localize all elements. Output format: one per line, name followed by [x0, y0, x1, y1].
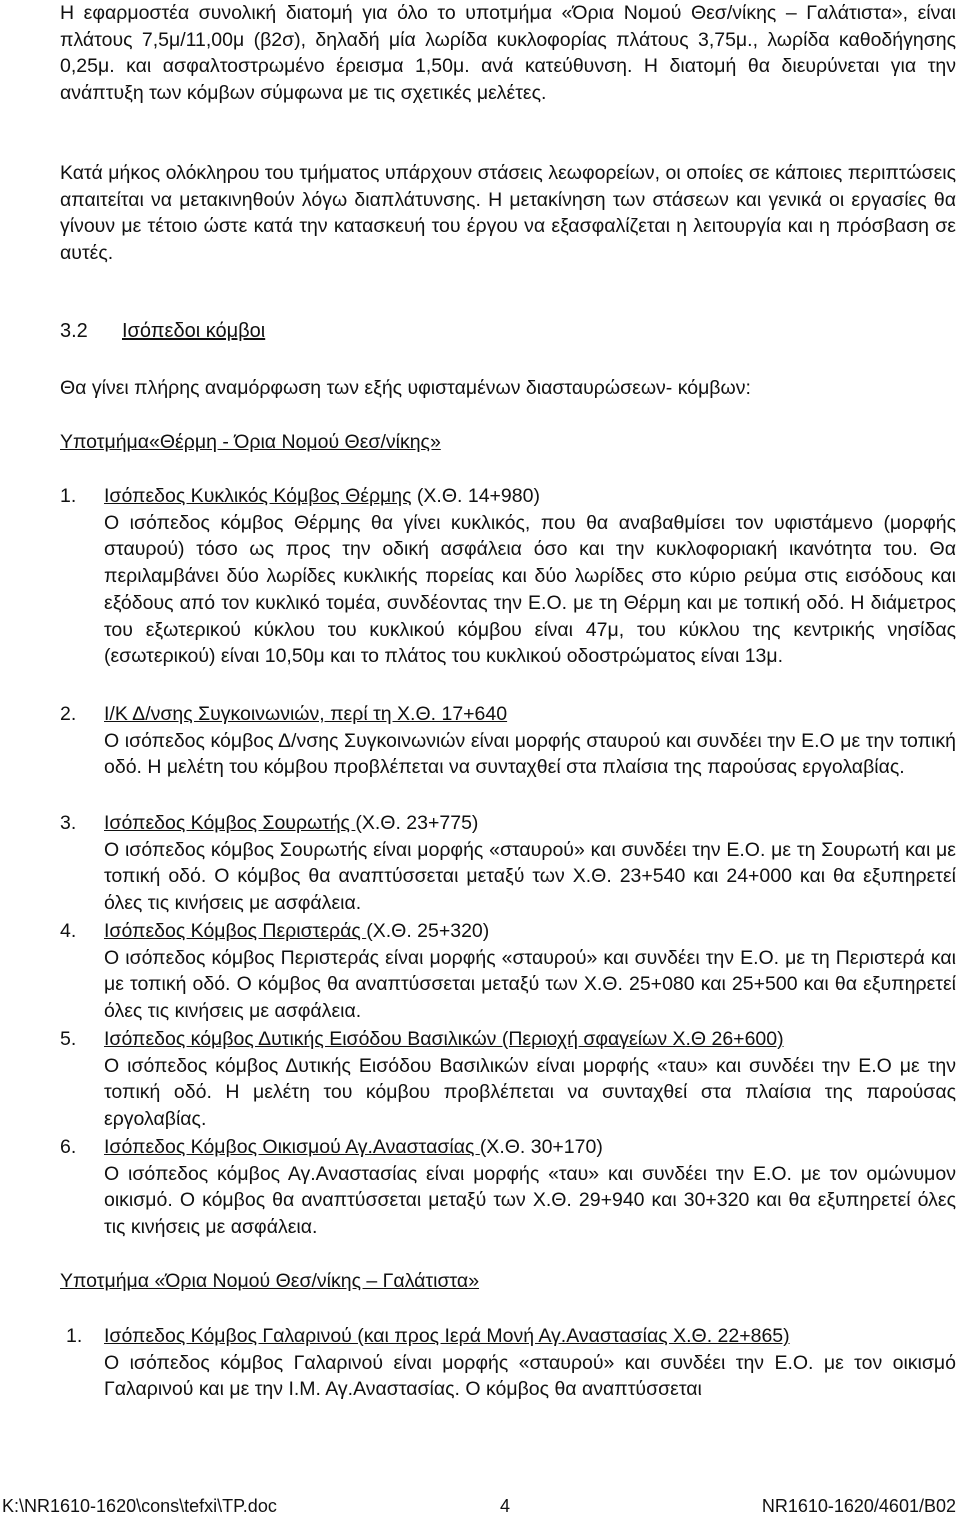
list-item-title-rest: (Χ.Θ. 30+170): [479, 1136, 603, 1158]
section-heading: [60, 318, 956, 345]
list-item-title: [104, 483, 956, 510]
list-item-body: Ο ισόπεδος κόμβος Γαλαρινού είναι μορφής «σταυρού» και συνδέει την Ε.Ο. με τον οικισμό Γαλαρινού και με την Ι.Μ. Αγ.Αναστασίας. Ο κόμβος θα αναπτύσσεται: [104, 1351, 956, 1401]
list-item-title: [104, 1134, 956, 1161]
list-item-number: 4.: [60, 920, 77, 942]
list-item-body: Ο ισόπεδος κόμβος Αγ.Αναστασίας είναι μορφής «ταυ» και συνδέει την Ε.Ο. με τον ομώνυμον οικισμό. Ο κόμβος θα αναπτύσσεται μεταξύ των Χ.Θ. 29+940 και 30+320 και θα εξυπηρετεί όλες τις κινήσεις με ασφάλεια.: [104, 1162, 956, 1239]
list-item-body: Ο ισόπεδος κόμβος Θέρμης θα γίνει κυκλικός, που θα αναβαθμίσει τον υφιστάμενο (μορφής σταυρού) τόσο ως προς την οδική ασφάλεια όσο και την κυκλοφοριακή ικανότητα του. Θα περιλαμβάνει δύο λωρίδες κυκλικής πορείας και δύο λωρίδες στο κύριο ρεύμα στις εισόδους και εξόδους από τον κυκλικό τομέα, συνδέοντας την Ε.Ο. με τη Θέρμη και με τοπική οδό. Η διάμετρος του εξωτερικού κύκλου του κυκλικού κόμβου είναι 47μ, του κύκλου της κεντρικής νησίδας (εσωτερικού) είναι 10,50μ και το πλάτος του κυκλικού οδοστρώματος είναι 13μ.: [104, 511, 956, 668]
list-item-title-underlined: Ισόπεδος Κόμβος Γαλαρινού (και προς Ιερά Μονή Αγ.Αναστασίας Χ.Θ. 22+865): [104, 1325, 790, 1347]
list-item-body: Ο ισόπεδος κόμβος Περιστεράς είναι μορφής «σταυρού» και συνδέει την Ε.Ο. με τη Περιστερά και με τοπική οδό. Ο κόμβος θα αναπτύσσεται μεταξύ των Χ.Θ. 25+080 και 25+500 και θα εξυπηρετεί όλες τις κινήσεις με ασφάλεια.: [104, 946, 956, 1023]
bus-stops-paragraph: Κατά μήκος ολόκληρου του τμήματος υπάρχουν στάσεις λεωφορείων, οι οποίες σε κάποιες περιπτώσεις απαιτείται να μετακινηθούν λόγω διαπλάτυνσης. Η μετακίνηση των στάσεων και γενικά οι εργασίες θα γίνουν με τέτοιο ώστε κατά την κατασκευή του έργου να εξασφαλίζεται η λειτουργία και η πρόσβαση σε αυτές.: [60, 162, 956, 265]
section-number: 3.2: [60, 320, 88, 342]
subsection-2-title: [60, 1268, 956, 1295]
list-item-title-underlined: Ισόπεδος κόμβος Δυτικής Εισόδου Βασιλικών (Περιοχή σφαγείων Χ.Θ 26+600): [104, 1028, 784, 1050]
list-item: [60, 918, 956, 1025]
intro-paragraph: Η εφαρμοστέα συνολική διατομή για όλο το υποτμήμα «Όρια Νομού Θεσ/νίκης – Γαλάτιστα», είναι πλάτους 7,5μ/11,00μ (β2σ), δηλαδή μία λωρίδα κυκλοφορίας πλάτους 3,75μ., λωρίδα καθοδήγησης 0,25μ. και ασφαλτοστρωμένο έρεισμα 1,50μ. ανά κατεύθυνση. Η διατομή θα διευρύνεται για την ανάπτυξη των κόμβων σύμφωνα με τις σχετικές μελέτες.: [60, 2, 956, 105]
list-item-number: 5.: [60, 1028, 77, 1050]
list-item-title-underlined: Ισόπεδος Κυκλικός Κόμβος Θέρμης: [104, 485, 412, 507]
list-item-title-rest: (Χ.Θ. 23+775): [355, 812, 479, 834]
list-item-title: [104, 1026, 956, 1053]
list-item-number: 1.: [60, 485, 77, 507]
list-item: [60, 1026, 956, 1133]
section-title: Ισόπεδοι κόμβοι: [122, 320, 266, 342]
list-item-body: Ο ισόπεδος κόμβος Δ/νσης Συγκοινωνιών είναι μορφής σταυρού και συνδέει την Ε.Ο με την τοπική οδό. Η μελέτη του κόμβου προβλέπεται να συνταχθεί στα πλαίσια της παρούσας εργολαβίας.: [104, 729, 956, 779]
list-item-number: 3.: [60, 812, 77, 834]
list-item-number: 6.: [60, 1136, 77, 1158]
list-item: [60, 810, 956, 917]
list-item-body: Ο ισόπεδος κόμβος Δυτικής Εισόδου Βασιλικών είναι μορφής «ταυ» και συνδέει την Ε.Ο με την τοπική οδό. Η μελέτη του κόμβου προβλέπεται να συνταχθεί στα πλαίσια της παρούσας εργολαβίας.: [104, 1054, 956, 1131]
subsection-2-title-text: Υποτμήμα «Όρια Νομού Θεσ/νίκης – Γαλάτιστα»: [60, 1270, 480, 1292]
list-item: [60, 483, 956, 670]
list-item-title-underlined: Ισόπεδος Κόμβος Σουρωτής: [104, 812, 356, 834]
list-item: [60, 701, 956, 781]
list-item-title-rest: (Χ.Θ. 25+320): [366, 920, 490, 942]
list-item-title: [104, 701, 956, 728]
list-item-title: [104, 1323, 956, 1350]
list-item: [60, 1323, 956, 1403]
list-item-title-underlined: Ισόπεδος Κόμβος Οικισμού Αγ.Αναστασίας: [104, 1136, 480, 1158]
subsection-1-title-text: Υποτμήμα«Θέρμη - Όρια Νομού Θεσ/νίκης»: [60, 431, 441, 453]
list-item-title-underlined: Ισόπεδος Κόμβος Περιστεράς: [104, 920, 367, 942]
footer-doc-code: NR1610-1620/4601/B02: [761, 1496, 956, 1516]
subsection-1-title: [60, 429, 956, 456]
list-item-title: [104, 810, 956, 837]
list-item-title-rest: (Χ.Θ. 14+980): [411, 485, 540, 507]
list-item: [60, 1134, 956, 1241]
section-intro: Θα γίνει πλήρης αναμόρφωση των εξής υφισταμένων διασταυρώσεων- κόμβων:: [60, 377, 751, 399]
list-item-body: Ο ισόπεδος κόμβος Σουρωτής είναι μορφής «σταυρού» και συνδέει την Ε.Ο. με τη Σουρωτή και με τοπική οδό. Ο κόμβος θα αναπτύσσεται μεταξύ των Χ.Θ. 23+540 και 24+000 και θα εξυπηρετεί όλες τις κινήσεις με ασφάλεια.: [104, 838, 956, 915]
footer-page-number: 4: [500, 1496, 511, 1516]
footer-file-path: K:\NR1610-1620\cons\tefxi\TP.doc: [2, 1496, 277, 1516]
list-item-number: 2.: [60, 703, 77, 725]
list-item-number: 1.: [66, 1325, 83, 1347]
list-item-title: [104, 918, 956, 945]
page-footer: [0, 1493, 960, 1517]
list-item-title-underlined: Ι/Κ Δ/νσης Συγκοινωνιών, περί τη Χ.Θ. 17+640: [104, 703, 508, 725]
